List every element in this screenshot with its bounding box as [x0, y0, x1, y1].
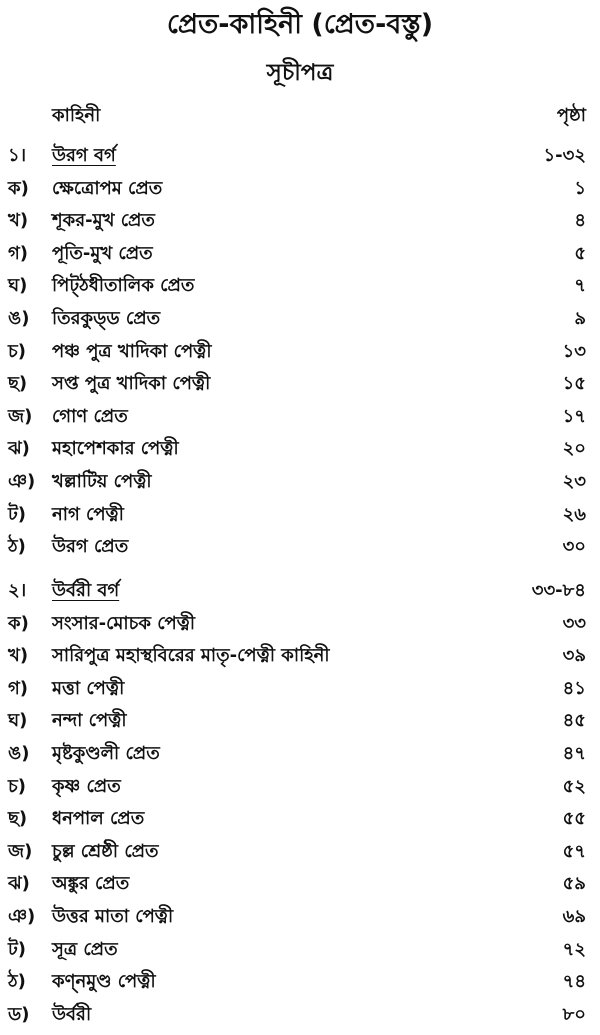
toc-item — [0, 303, 600, 336]
section-number: ২। — [8, 580, 27, 601]
item-page: ৩০ — [562, 536, 586, 558]
item-label: ঠ) — [8, 971, 26, 993]
item-page: ৪১ — [562, 677, 586, 699]
section-title: উরগ বর্গ — [52, 145, 116, 166]
toc-item — [0, 173, 600, 206]
item-page: ২০ — [562, 438, 586, 460]
item-page: ৮০ — [562, 1003, 586, 1025]
item-page: ৪৭ — [562, 742, 586, 764]
section-heading-row — [0, 140, 600, 173]
item-label: ঞ) — [8, 470, 36, 492]
toc-item — [0, 205, 600, 238]
column-header-page: পৃষ্ঠা — [556, 105, 586, 126]
toc-item — [0, 608, 600, 641]
item-page: ৩৯ — [562, 645, 586, 667]
section-1 — [0, 140, 600, 564]
toc-item — [0, 401, 600, 434]
item-page: ৩৩ — [562, 612, 586, 634]
item-title: মৃষ্টকুণ্ডলী প্রেত — [52, 742, 160, 764]
section-page-range: ১-৩২ — [543, 145, 586, 166]
item-page: ৯ — [574, 307, 586, 329]
item-page: ৬৯ — [562, 905, 586, 927]
toc-item — [0, 238, 600, 271]
item-title: ধনপাল প্রেত — [52, 808, 145, 830]
item-label: ঝ) — [8, 873, 30, 895]
section-2 — [0, 575, 600, 1031]
item-label: চ) — [8, 340, 26, 362]
item-label: ঞ) — [8, 905, 36, 927]
item-title: চুল্ল শ্রেষ্ঠী প্রেত — [52, 840, 159, 862]
item-label: ঘ) — [8, 275, 28, 297]
item-label: ঠ) — [8, 536, 26, 558]
item-label: ট) — [8, 503, 27, 525]
item-label: গ) — [8, 242, 29, 264]
item-label: জ) — [8, 405, 33, 427]
item-label: ঘ) — [8, 710, 28, 732]
item-title: সংসার-মোচক পেত্নী — [52, 612, 196, 634]
section-page-range: ৩৩-৮৪ — [531, 580, 586, 601]
item-page: ৭৪ — [562, 971, 586, 993]
toc-item — [0, 966, 600, 999]
toc-item — [0, 999, 600, 1032]
item-label: ঝ) — [8, 438, 30, 460]
toc-item — [0, 433, 600, 466]
toc-item — [0, 868, 600, 901]
item-page: ৭২ — [562, 938, 586, 960]
item-title: নন্দা পেত্নী — [52, 710, 127, 732]
item-label: ট) — [8, 938, 27, 960]
book-title: প্রেত-কাহিনী (প্রেত-বস্তু) — [166, 9, 434, 40]
item-label: চ) — [8, 775, 26, 797]
item-title: ক্ষেত্রোপম প্রেত — [52, 177, 163, 199]
toc-item — [0, 901, 600, 934]
toc-item — [0, 836, 600, 869]
toc-item — [0, 368, 600, 401]
item-title: মত্তা পেত্নী — [52, 677, 125, 699]
item-label: গ) — [8, 677, 29, 699]
item-title: সূত্র প্রেত — [52, 938, 118, 960]
item-title: উত্তর মাতা পেত্নী — [52, 905, 174, 927]
item-title: সপ্ত পুত্র খাদিকা পেত্নী — [52, 373, 211, 395]
toc-item — [0, 499, 600, 532]
item-label: খ) — [8, 210, 29, 232]
item-label: ড) — [8, 1003, 30, 1025]
item-title: উর্বরী — [52, 1003, 92, 1025]
item-page: ৫ — [574, 242, 586, 264]
item-title: সারিপুত্র মহাস্থবিরের মাতৃ-পেত্নী কাহিনী — [52, 645, 330, 667]
item-title: মহাপেশকার পেত্নী — [52, 438, 179, 460]
item-title: পূতি-মুখ প্রেত — [52, 242, 153, 264]
item-title: শূকর-মুখ প্রেত — [52, 210, 155, 232]
toc-item — [0, 270, 600, 303]
item-page: ২৩ — [562, 470, 586, 492]
item-title: তিরকুড্‌ড প্রেত — [52, 307, 161, 329]
toc-item — [0, 336, 600, 369]
item-title: নাগ পেত্নী — [52, 503, 124, 525]
item-title: অঙ্কুর প্রেত — [52, 873, 130, 895]
toc-item — [0, 738, 600, 771]
toc-item — [0, 771, 600, 804]
toc-item — [0, 705, 600, 738]
section-number: ১। — [8, 145, 27, 166]
item-page: ৪৫ — [562, 710, 586, 732]
section-title: উর্বরী বর্গ — [52, 580, 120, 601]
item-title: কৃষ্ণ প্রেত — [52, 775, 121, 797]
item-label: ক) — [8, 612, 29, 634]
item-page: ৫৫ — [562, 808, 586, 830]
toc-item — [0, 640, 600, 673]
item-label: ঙ) — [8, 742, 30, 764]
item-label: জ) — [8, 840, 33, 862]
item-title: কণ্নমুণ্ড পেত্নী — [52, 971, 156, 993]
item-page: ১৫ — [562, 373, 586, 395]
item-page: ২৬ — [562, 503, 586, 525]
item-page: ৭ — [574, 275, 586, 297]
toc-item — [0, 673, 600, 706]
item-title: গোণ প্রেত — [52, 405, 128, 427]
item-title: পিট্‌ঠধীতালিক প্রেত — [52, 275, 195, 297]
item-label: ছ) — [8, 808, 28, 830]
item-page: ১৩ — [562, 340, 586, 362]
item-label: ঙ) — [8, 307, 30, 329]
toc-heading: সূচীপত্র — [266, 60, 334, 86]
toc-item — [0, 531, 600, 564]
item-title: পঞ্চ পুত্র খাদিকা পেত্নী — [52, 340, 212, 362]
item-page: ৫৭ — [562, 840, 586, 862]
item-page: ১৭ — [562, 405, 586, 427]
item-label: খ) — [8, 645, 29, 667]
item-label: ছ) — [8, 373, 28, 395]
toc-item — [0, 934, 600, 967]
item-label: ক) — [8, 177, 29, 199]
item-page: ৫৯ — [562, 873, 586, 895]
item-page: ১ — [574, 177, 586, 199]
column-header-story: কাহিনী — [52, 105, 101, 126]
item-page: ৪ — [574, 210, 586, 232]
item-page: ৫২ — [562, 775, 586, 797]
toc-item — [0, 803, 600, 836]
toc-item — [0, 466, 600, 499]
item-title: উরগ প্রেত — [52, 536, 129, 558]
section-heading-row — [0, 575, 600, 608]
item-title: খল্লাটিয় পেত্নী — [52, 470, 152, 492]
